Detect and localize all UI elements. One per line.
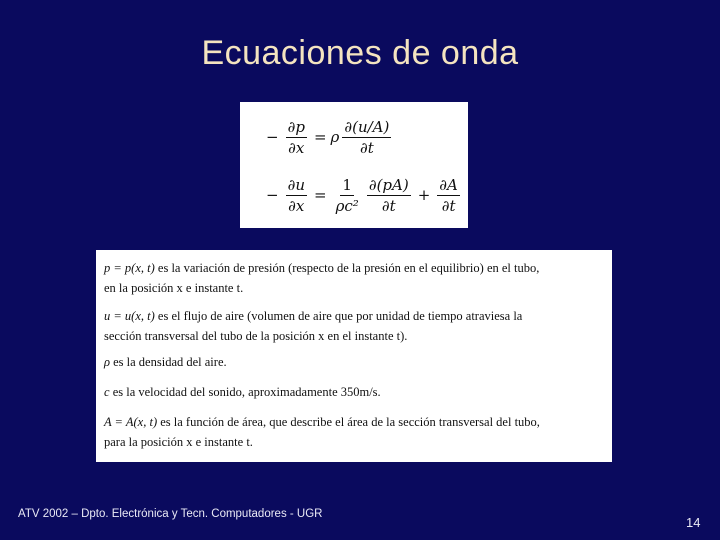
equation-1	[262, 108, 490, 166]
definitions-image	[96, 250, 612, 462]
definition-area	[104, 412, 604, 452]
eq2-minus-sign: −	[266, 186, 279, 204]
eq1-lhs-fraction	[286, 118, 307, 157]
definition-text: es la densidad del aire.	[113, 355, 227, 369]
definition-symbol: A = A(x, t)	[104, 415, 158, 429]
definition-text: es la variación de presión (respecto de la presión en el equilibrio) en el tubo,	[157, 261, 540, 275]
slide-title: Ecuaciones de onda	[201, 34, 519, 72]
eq2-pa-fraction	[367, 176, 411, 215]
definition-sound-speed	[104, 382, 604, 402]
eq2-pa-numerator: ∂(pA)	[368, 175, 409, 194]
equations-image	[240, 102, 468, 228]
eq1-equals: =	[313, 128, 327, 146]
definition-text: es el flujo de aire (volumen de aire que por unidad de tiempo atraviesa la	[157, 309, 523, 323]
eq2-area-numerator: ∂A	[439, 175, 458, 194]
page-number: 14	[686, 515, 701, 530]
definition-text: es la velocidad del sonido, aproximadamente 350m/s.	[112, 385, 381, 399]
eq1-lhs-numerator: ∂p	[287, 117, 305, 136]
eq2-coef-denominator: ρc²	[335, 196, 359, 215]
definition-symbol: c	[104, 385, 110, 399]
definition-text-continuation: sección transversal del tubo de la posición x en el instante t).	[104, 329, 408, 343]
eq2-plus: +	[417, 186, 431, 204]
eq2-area-fraction	[437, 176, 460, 215]
eq2-equals: =	[314, 186, 327, 204]
definition-flow	[104, 306, 604, 346]
eq2-pa-denominator: ∂t	[381, 196, 396, 215]
eq1-lhs-denominator: ∂x	[288, 138, 305, 157]
eq2-area-denominator: ∂t	[441, 196, 456, 215]
eq2-lhs-fraction	[286, 176, 307, 215]
eq1-minus-sign: −	[266, 128, 279, 146]
definition-text-continuation: para la posición x e instante t.	[104, 435, 253, 449]
definition-pressure	[104, 258, 604, 298]
eq2-coef-fraction	[334, 176, 361, 215]
definition-symbol: u = u(x, t)	[104, 309, 155, 323]
eq1-rhs-denominator: ∂t	[359, 138, 374, 157]
definition-symbol: ρ	[104, 355, 110, 369]
footer-text: ATV 2002 – Dpto. Electrónica y Tecn. Computadores - UGR	[18, 508, 323, 520]
definition-symbol: p = p(x, t)	[104, 261, 155, 275]
eq2-lhs-numerator: ∂u	[287, 175, 305, 194]
eq2-lhs-denominator: ∂x	[288, 196, 305, 215]
equation-2	[262, 166, 490, 224]
eq1-rhs-numerator: ∂(u/A)	[344, 117, 390, 136]
definition-text-continuation: en la posición x e instante t.	[104, 281, 244, 295]
definition-density	[104, 352, 604, 372]
eq2-coef-numerator: 1	[342, 175, 352, 194]
eq1-rhs-fraction	[342, 118, 391, 157]
eq1-rho: ρ	[330, 128, 340, 146]
definition-text: es la función de área, que describe el área de la sección transversal del tubo,	[160, 415, 540, 429]
